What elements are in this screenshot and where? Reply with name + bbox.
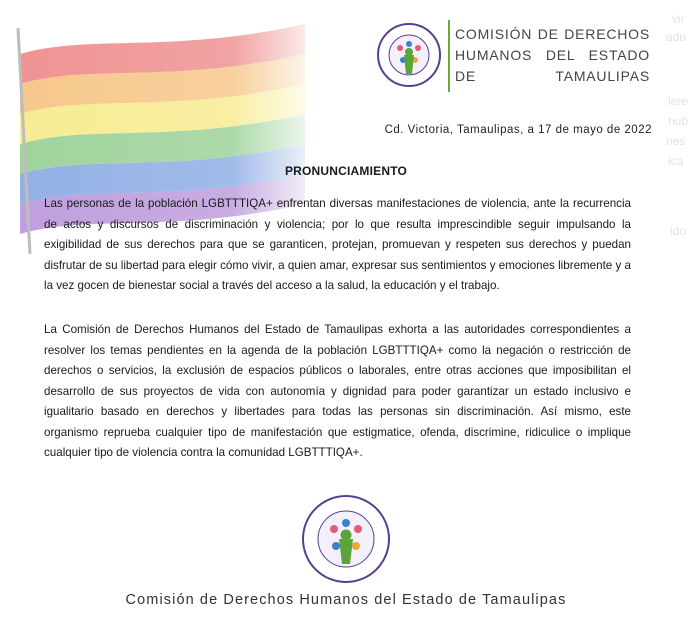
document-title: PRONUNCIAMIENTO (284, 164, 408, 178)
ghost-text: vir (672, 12, 685, 26)
ghost-text: hub (668, 114, 689, 128)
ghost-text: ica (668, 154, 684, 168)
institution-title-line: HUMANOS DEL ESTADO (455, 47, 650, 63)
dateline: Cd. Victoria, Tamaulipas, a 17 de mayo de 2022 (384, 124, 652, 136)
cdhet-seal-icon (301, 494, 391, 584)
ghost-text: nes (666, 134, 686, 148)
header-divider (448, 20, 450, 92)
ghost-text: ado (666, 30, 687, 44)
footer-institution-name: Comisión de Derechos Humanos del Estado de Tamaulipas (125, 592, 567, 608)
ghost-text: ido (670, 224, 687, 238)
ghost-text: lere (668, 94, 689, 108)
institution-title (455, 24, 650, 87)
body-paragraph: La Comisión de Derechos Humanos del Estado de Tamaulipas exhorta a las autoridades correspondientes a resolver los temas pendientes en la agenda de la población LGBTTTIQA+ como la negación o restricción de derechos o servicios, la exclusión de espacios públicos o laborales, entre otras acciones que imposibilitan el desarrollo de sus proyectos de vida con autonomía y dignidad para poder garantizar un estado inclusivo e igualitario basado en derechos y libertades para todas las personas sin discriminación. Así mismo, este organismo reprueba cualquier tipo de manifestación que estigmatice, ofenda, discrimine, ridiculice o implique cualquier tipo de violencia contra la comunidad LGBTTTIQA+. (44, 323, 631, 459)
cdhet-seal-icon (376, 22, 442, 88)
institution-title-line: COMISIÓN DE DERECHOS (455, 26, 650, 42)
institution-title-line: DE TAMAULIPAS (455, 68, 650, 84)
body-paragraph: Las personas de la población LGBTTTIQA+ enfrentan diversas manifestaciones de violencia, ante la recurrencia de actos y discursos de discriminación y violencia; por lo que resulta imprescindible seguir impulsando la exigibilidad de sus derechos para que se garanticen, protejan, promuevan y respeten sus derechos y puedan disfrutar de su libertad para elegir cómo vivir, a quien amar, expresar sus sentimientos y emociones libremente y a la vez gocen de bienestar social a través del acceso a la salud, la educación y el trabajo. (44, 197, 631, 292)
